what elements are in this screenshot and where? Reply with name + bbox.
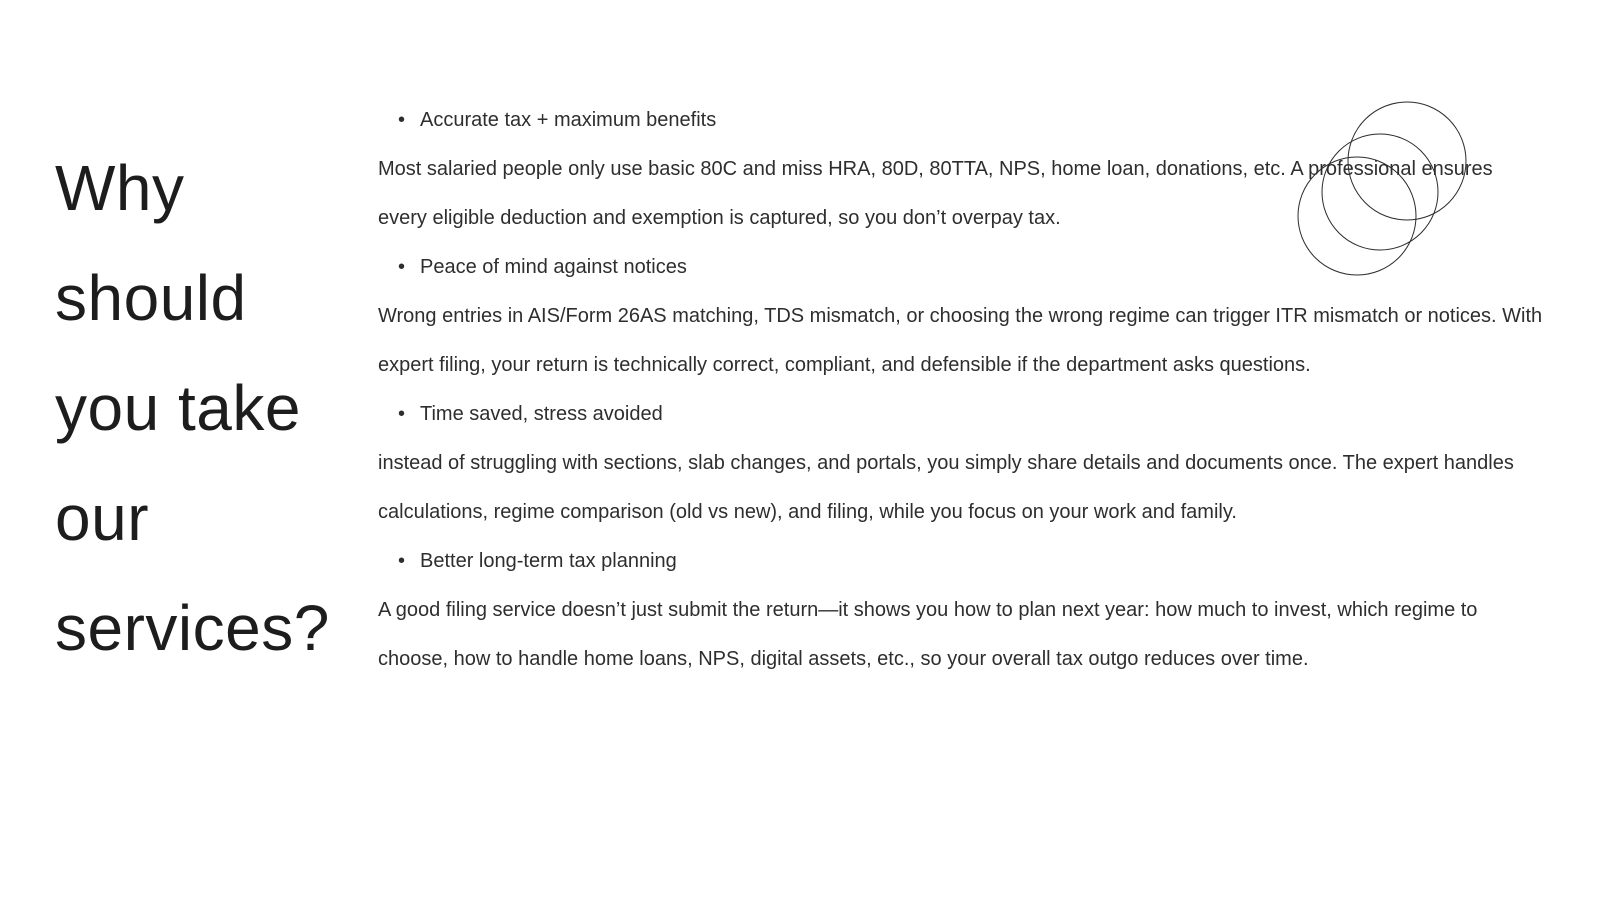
benefit-title: [378, 390, 1546, 439]
benefit-title-text: Accurate tax + maximum benefits: [420, 109, 717, 131]
section-title: [55, 133, 375, 683]
section-title-line: services?: [55, 592, 330, 664]
section-title-line: you take: [55, 372, 301, 444]
benefits-list: [378, 96, 1546, 684]
section-title-line: our: [55, 482, 149, 554]
benefit-title-text: Better long-term tax planning: [420, 550, 677, 572]
section-title-line: should: [55, 262, 247, 334]
benefit-description: Most salaried people only use basic 80C and miss HRA, 80D, 80TTA, NPS, home loan, donations, etc. A professional ensures every eligible deduction and exemption is captured, so you don’t overpay tax.: [378, 158, 1493, 229]
benefit-title: [378, 537, 1546, 586]
benefit-description: Wrong entries in AIS/Form 26AS matching, TDS mismatch, or choosing the wrong regime can trigger ITR mismatch or notices. With expert filing, your return is technically correct, compliant, and defensible if the department asks questions.: [378, 305, 1543, 376]
benefit-title: [378, 96, 1546, 145]
benefit-description: instead of struggling with sections, slab changes, and portals, you simply share details and documents once. The expert handles calculations, regime comparison (old vs new), and filing, while you focus on your work and family.: [378, 452, 1514, 523]
benefit-description: A good filing service doesn’t just submit the return—it shows you how to plan next year: how much to invest, which regime to choose, how to handle home loans, NPS, digital assets, etc., so your overall tax outgo reduces over time.: [378, 599, 1478, 670]
section-title-line: Why: [55, 152, 185, 224]
benefit-title-text: Peace of mind against notices: [420, 256, 687, 278]
benefit-title-text: Time saved, stress avoided: [420, 403, 663, 425]
benefit-title: [378, 243, 1546, 292]
